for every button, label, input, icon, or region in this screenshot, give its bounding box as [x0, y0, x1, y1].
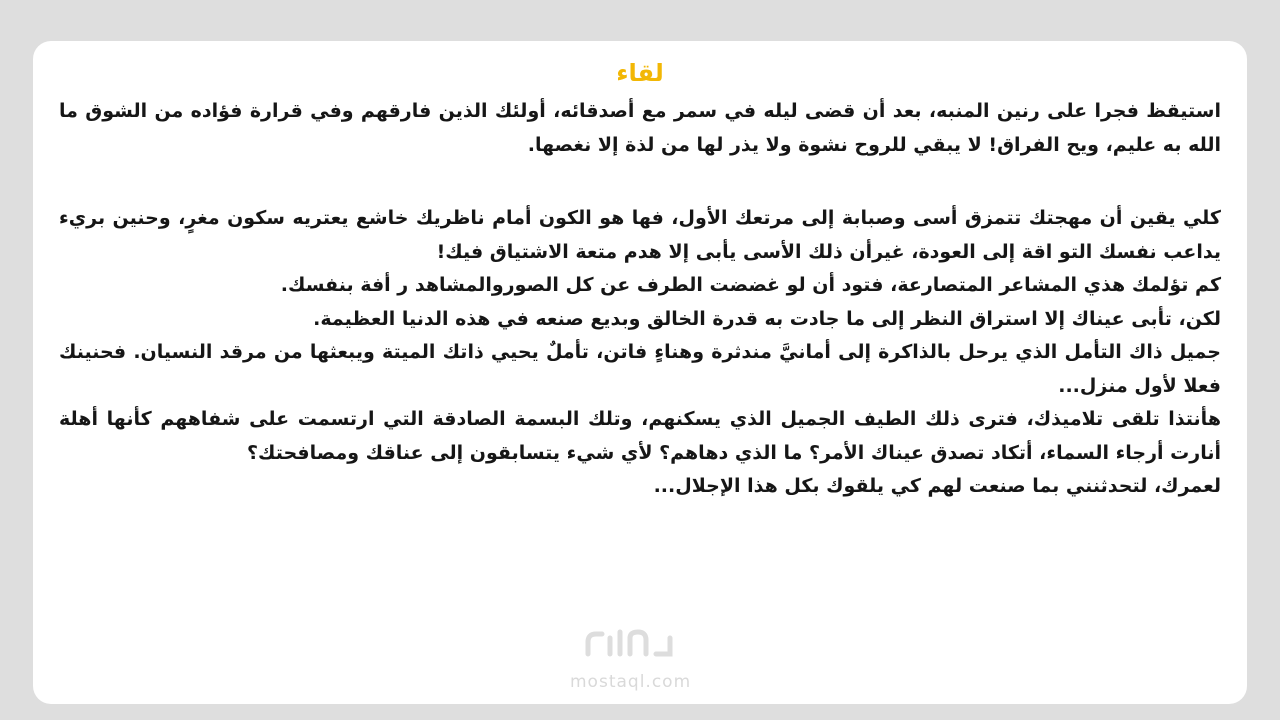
paragraph-1: استيقظ فجرا على رنين المنبه، بعد أن قضى ليله في سمر مع أصدقائه، أولئك الذين فارقهم وفي قرارة فؤاده من الشوق ما الله به عليم، ويح الفراق! لا يبقي للروح نشوة ولا يذر لها من لذة إلا نغصها. [59, 100, 1221, 156]
paragraph-3: كم تؤلمك هذي المشاعر المتصارعة، فتود أن لو غضضت الطرف عن كل الصوروالمشاهد ر أفة بنفسك. [280, 274, 1221, 296]
paragraph-7: لعمرك، لتحدثنني بما صنعت لهم كي يلقوك بكل هذا الإجلال... [653, 475, 1221, 497]
paragraph-2: كلي يقين أن مهجتك تتمزق أسى وصبابة إلى مرتعك الأول، فها هو الكون أمام ناظريك خاشع يعتريه سكون مغرٍ، وحنين بريء يداعب نفسك التو اقة إلى العودة، غيرأن ذلك الأسى يأبى إلا هدم متعة الاشتياق فيك! [59, 207, 1221, 263]
paragraph-4: لكن، تأبى عيناك إلا استراق النظر إلى ما جادت به قدرة الخالق وبديع صنعه في هذه الدنيا العظيمة. [313, 307, 1221, 330]
paragraph-spacer [59, 162, 1221, 202]
paragraph-6: هأنتذا تلقى تلاميذك، فترى ذلك الطيف الجميل الذي يسكنهم، وتلك البسمة الصادقة التي ارتسمت على شفاههم كأنها أهلة أنارت أرجاء السماء، أتكاد تصدق عيناك الأمر؟ ما الذي دهاهم؟ لأي شيء يتسابقون إلى عناقك ومصافحتك؟ [59, 408, 1221, 464]
document-card [33, 41, 1247, 704]
document-title: لقاء [616, 59, 664, 87]
paragraph-5: جميل ذاك التأمل الذي يرحل بالذاكرة إلى أمانيَّ مندثرة وهناءٍ فاتن، تأملٌ يحيي ذاتك الميتة ويبعثها من مرقد النسيان. فحنينك فعلا لأول منزل... [59, 341, 1221, 397]
watermark-text: mostaql.com [570, 672, 692, 692]
